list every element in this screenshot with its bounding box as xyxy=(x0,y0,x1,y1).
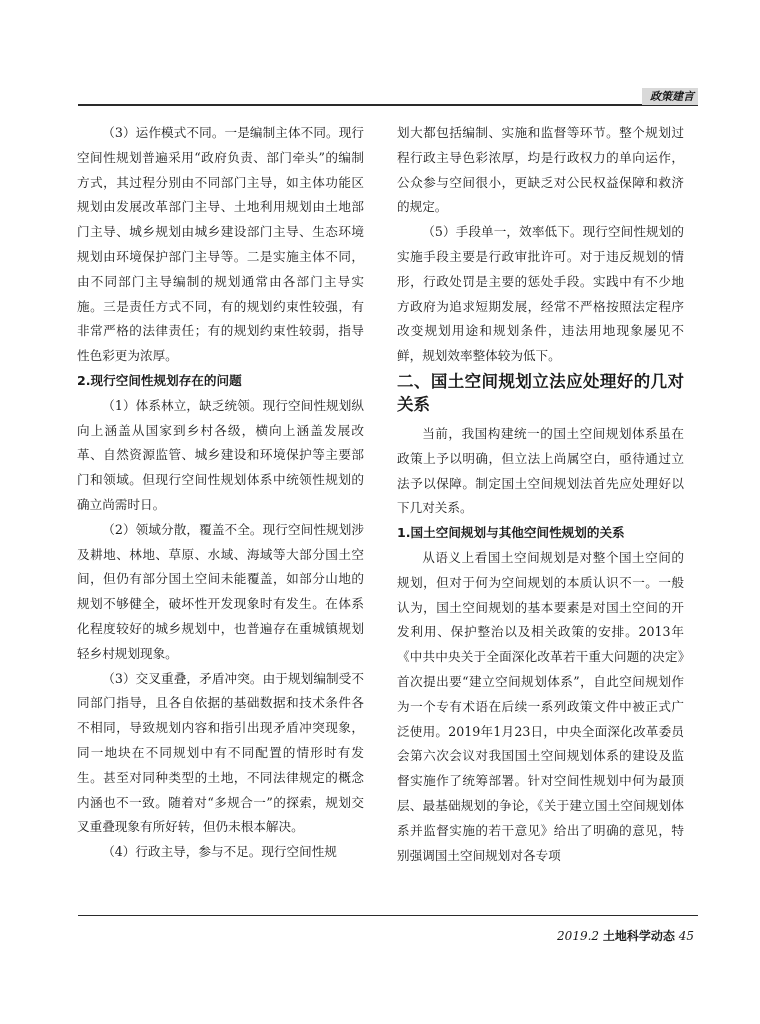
body-paragraph: （3）运作模式不同。一是编制主体不同。现行空间性规划普遍采用“政府负责、部门牵头”的编制方式，其过程分别由不同部门主导，如主体功能区规划由发展改革部门主导、土地利用规划由土地部门主导、城乡规划由城乡建设部门主导、生态环境规划由环境保护部门主导等。二是实施主体不同，由不同部门主导编制的规划通常由各部门主导实施。三是责任方式不同，有的规划约束性较强，有非常严格的法律责任；有的规划约束性较弱，指导性色彩更为浓厚。 xyxy=(77,125,364,364)
body-paragraph: 划大都包括编制、实施和监督等环节。整个规划过程行政主导色彩浓厚，均是行政权力的单向运作，公众参与空间很小，更缺乏对公民权益保障和救济的规定。 xyxy=(397,125,684,215)
page-footer xyxy=(557,927,694,944)
body-paragraph: （2）领域分散，覆盖不全。现行空间性规划涉及耕地、林地、草原、水域、海域等大部分国土空间，但仍有部分国土空间未能覆盖，如部分山地的规划不够健全，破坏性开发现象时有发生。在体系化程度较好的城乡规划中，也普遍存在重城镇规划轻乡村规划现象。 xyxy=(77,521,364,661)
body-paragraph: （1）体系林立，缺乏统领。现行空间性规划纵向上涵盖从国家到乡村各级，横向上涵盖发展改革、自然资源监管、城乡建设和环境保护等主要部门和领域。但现行空间性规划体系中统领性规划的确立尚需时日。 xyxy=(77,397,364,512)
footer-rule xyxy=(78,915,698,916)
issue-number: 2019.2 xyxy=(557,929,600,943)
left-column xyxy=(77,121,364,865)
subsection-heading: 1.国土空间规划与其他空间性规划的关系 xyxy=(397,525,625,541)
journal-name: 土地科学动态 xyxy=(602,929,675,943)
section-label: 政策建言 xyxy=(642,88,698,105)
page-number: 45 xyxy=(678,929,694,943)
body-paragraph: （4）行政主导，参与不足。现行空间性规 xyxy=(102,844,337,860)
subsection-heading: 2.现行空间性规划存在的问题 xyxy=(77,372,242,388)
body-paragraph: （3）交叉重叠，矛盾冲突。由于规划编制受不同部门指导，且各自依据的基础数据和技术条件各不相同，导致规划内容和指引出现矛盾冲突现象，同一地块在不同规划中有不同配置的情形时有发生。甚至对同种类型的土地，不同法律规定的概念内涵也不一致。随着对“多规合一”的探索，规划交叉重叠现象有所好转，但仍未根本解决。 xyxy=(77,670,364,835)
right-column xyxy=(397,121,684,868)
body-paragraph: （5）手段单一，效率低下。现行空间性规划的实施手段主要是行政审批许可。对于违反规划的情形，行政处罚是主要的惩处手段。实践中有不少地方政府为追求短期发展，经常不严格按照法定程序改变规划用途和规划条件，违法用地现象屡见不鲜，规划效率整体较为低下。 xyxy=(397,224,684,364)
section-heading: 二、国土空间规划立法应处理好的几对关系 xyxy=(397,371,684,414)
body-paragraph: 从语义上看国土空间规划是对整个国土空间的规划，但对于何为空间规划的本质认识不一。一般认为，国土空间规划的基本要素是对国土空间的开发利用、保护整治以及相关政策的安排。2013年《中共中央关于全面深化改革若干重大问题的决定》首次提出要“建立空间规划体系”，自此空间规划作为一个专有术语在后续一系列政策文件中被正式广泛使用。2019年1月23日，中央全面深化改革委员会第六次会议对我国国土空间规划体系的建设及监督实施作了统筹部署。针对空间性规划中何为最顶层、最基础规划的争论，《关于建立国土空间规划体系并监督实施的若干意见》给出了明确的意见，特别强调国土空间规划对各专项 xyxy=(397,549,684,863)
header-rule xyxy=(78,104,698,106)
body-paragraph: 当前，我国构建统一的国土空间规划体系虽在政策上予以明确，但立法上尚属空白，亟待通过立法予以保障。制定国土空间规划法首先应处理好以下几对关系。 xyxy=(397,425,684,516)
